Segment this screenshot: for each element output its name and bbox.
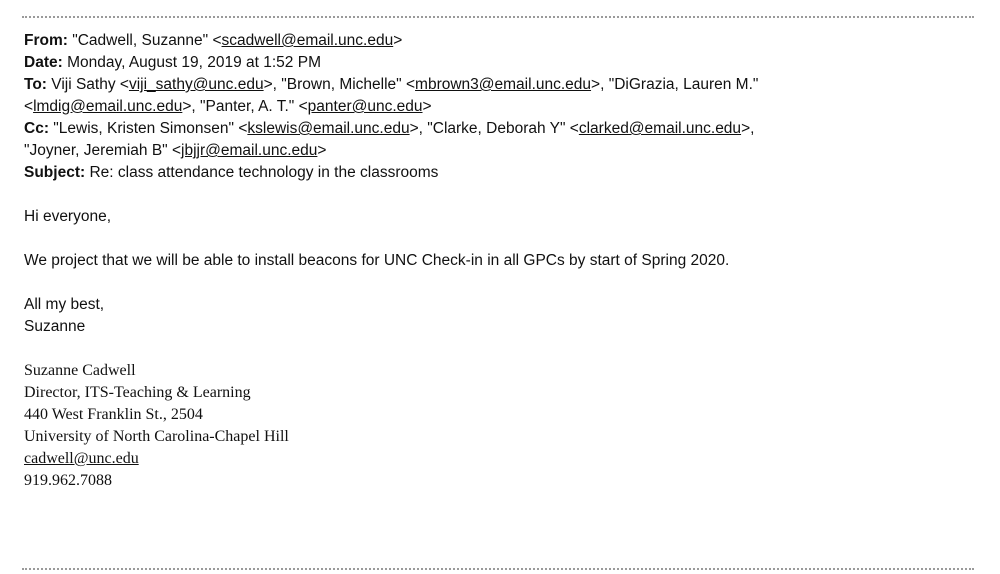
to-recipients-2 — [24, 98, 432, 115]
subject-value: Re: class attendance technology in the classrooms — [85, 164, 439, 181]
greeting: Hi everyone, — [24, 208, 112, 225]
signature-name: Suzanne Cadwell — [24, 362, 136, 379]
cc-line-2 — [24, 140, 984, 162]
from-label: From: — [24, 32, 68, 49]
recipient-text: Viji Sathy < — [46, 76, 129, 93]
to-line-2 — [24, 96, 984, 118]
date-label: Date: — [24, 54, 63, 71]
to-label: To: — [24, 76, 47, 93]
from-email-link[interactable]: scadwell@email.unc.edu — [221, 32, 394, 49]
to-recipients-1 — [47, 76, 758, 93]
signature-email-link[interactable]: cadwell@unc.edu — [24, 450, 139, 467]
recipient-text: "Lewis, Kristen Simonsen" < — [48, 120, 248, 137]
recipient-email-link[interactable]: clarked@email.unc.edu — [578, 120, 742, 137]
recipient-text: >, "DiGrazia, Lauren M." — [591, 76, 759, 93]
recipient-email-link[interactable]: viji_sathy@unc.edu — [128, 76, 264, 93]
top-divider — [22, 16, 974, 18]
closing: All my best, — [24, 296, 105, 313]
bottom-divider — [22, 568, 974, 570]
recipient-text: < — [24, 98, 34, 115]
recipient-email-link[interactable]: panter@unc.edu — [307, 98, 423, 115]
body-paragraph: We project that we will be able to install beacons for UNC Check-in in all GPCs by start of Spring 2020. — [24, 252, 730, 269]
from-line — [24, 30, 984, 52]
recipient-text: >, "Brown, Michelle" < — [263, 76, 416, 93]
signature-org: University of North Carolina-Chapel Hill — [24, 428, 289, 445]
from-suffix: > — [393, 32, 403, 49]
recipient-text: >, — [741, 120, 755, 137]
recipient-text: "Joyner, Jeremiah B" < — [24, 142, 182, 159]
recipient-email-link[interactable]: kslewis@email.unc.edu — [247, 120, 410, 137]
date-line — [24, 52, 984, 74]
recipient-email-link[interactable]: mbrown3@email.unc.edu — [415, 76, 592, 93]
signature-block — [24, 360, 984, 492]
closing-name: Suzanne — [24, 318, 86, 335]
signature-address: 440 West Franklin St., 2504 — [24, 406, 203, 423]
cc-label: Cc: — [24, 120, 49, 137]
email-headers — [24, 30, 984, 184]
recipient-text: >, "Clarke, Deborah Y" < — [409, 120, 579, 137]
recipient-email-link[interactable]: jbjjr@email.unc.edu — [181, 142, 318, 159]
recipient-email-link[interactable]: lmdig@email.unc.edu — [33, 98, 183, 115]
recipient-text: >, "Panter, A. T." < — [182, 98, 308, 115]
signature-title: Director, ITS-Teaching & Learning — [24, 384, 251, 401]
from-name: "Cadwell, Suzanne" < — [67, 32, 222, 49]
cc-recipients-2 — [24, 142, 326, 159]
sign-off — [24, 294, 984, 338]
cc-recipients-1 — [49, 120, 754, 137]
recipient-text: > — [317, 142, 327, 159]
email-message — [24, 30, 984, 492]
to-line-1 — [24, 74, 984, 96]
date-value: Monday, August 19, 2019 at 1:52 PM — [62, 54, 321, 71]
subject-line — [24, 162, 984, 184]
subject-label: Subject: — [24, 164, 86, 181]
recipient-text: > — [422, 98, 432, 115]
signature-phone: 919.962.7088 — [24, 472, 112, 489]
cc-line-1 — [24, 118, 984, 140]
